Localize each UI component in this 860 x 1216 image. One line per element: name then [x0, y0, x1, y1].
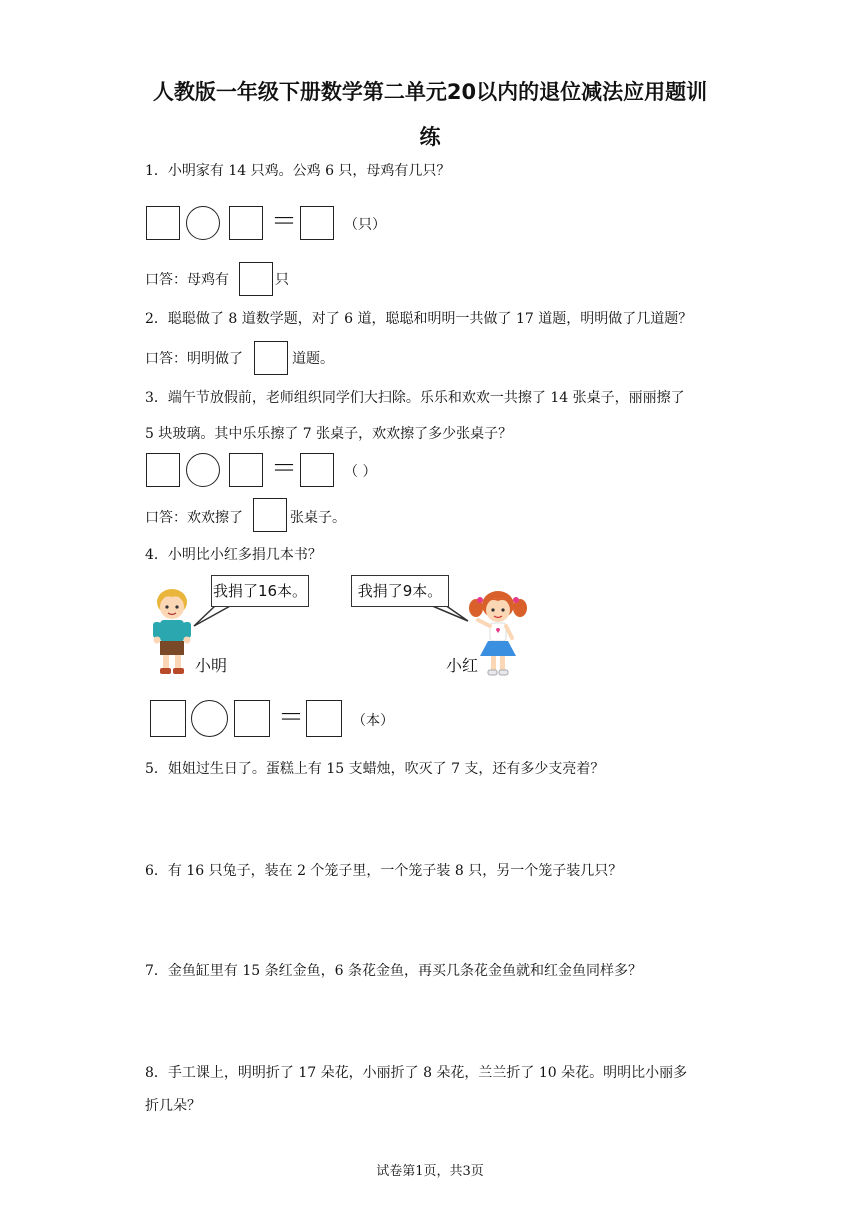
page-footer: 试卷第1页，共3页: [376, 1164, 484, 1179]
question-3-text-line2: 5 块玻璃。其中乐乐擦了 7 张桌子，欢欢擦了多少张桌子？: [145, 426, 513, 442]
operator-circle[interactable]: [186, 453, 220, 487]
page-title-line2: 练: [419, 125, 441, 149]
question-8-text-line1: 8．手工课上，明明折了 17 朵花，小丽折了 8 朵花，兰兰折了 10 朵花。明明比小丽多: [145, 1065, 688, 1081]
answer-box[interactable]: [239, 262, 273, 296]
equals-sign: ＝: [278, 703, 305, 733]
answer-prefix: 口答：明明做了: [145, 351, 243, 367]
question-8-text-line2: 折几朵？: [145, 1098, 201, 1114]
answer-box[interactable]: [150, 700, 186, 737]
boy-speech-bubble: 我捐了16本。: [211, 575, 309, 607]
question-3-text-line1: 3．端午节放假前，老师组织同学们大扫除。乐乐和欢欢一共擦了 14 张桌子，丽丽擦了: [145, 390, 685, 406]
question-1-text: 1．小明家有 14 只鸡。公鸡 6 只，母鸡有几只？: [145, 163, 451, 179]
girl-illustration: [466, 588, 530, 680]
unit-label: （ ）: [344, 464, 377, 480]
unit-label: （本）: [352, 713, 394, 729]
answer-box[interactable]: [146, 206, 180, 240]
operator-circle[interactable]: [191, 700, 228, 737]
girl-speech-bubble: 我捐了9本。: [351, 575, 449, 607]
answer-box[interactable]: [146, 453, 180, 487]
equals-sign: ＝: [271, 207, 298, 237]
answer-prefix: 口答：欢欢擦了: [145, 510, 243, 526]
question-5-text: 5．姐姐过生日了。蛋糕上有 15 支蜡烛，吹灭了 7 支，还有多少支亮着？: [145, 761, 605, 777]
page-title-line1: 人教版一年级下册数学第二单元20以内的退位减法应用题训: [152, 80, 708, 104]
answer-box[interactable]: [229, 206, 263, 240]
answer-box[interactable]: [229, 453, 263, 487]
answer-box[interactable]: [300, 206, 334, 240]
operator-circle[interactable]: [186, 206, 220, 240]
answer-box[interactable]: [254, 341, 288, 375]
answer-prefix: 口答：母鸡有: [145, 272, 229, 288]
answer-suffix: 道题。: [292, 351, 334, 367]
answer-box[interactable]: [306, 700, 342, 737]
question-7-text: 7．金鱼缸里有 15 条红金鱼，6 条花金鱼，再买几条花金鱼就和红金鱼同样多？: [145, 963, 642, 979]
boy-name-label: 小明: [195, 656, 228, 675]
question-4-text: 4．小明比小红多捐几本书？: [145, 547, 322, 563]
equals-sign: ＝: [271, 454, 298, 484]
girl-name-label: 小红: [446, 656, 479, 675]
answer-box[interactable]: [253, 498, 287, 532]
question-6-text: 6．有 16 只兔子，装在 2 个笼子里，一个笼子装 8 只，另一个笼子装几只？: [145, 863, 623, 879]
unit-label: （只）: [344, 217, 386, 233]
answer-box[interactable]: [234, 700, 270, 737]
question-2-text: 2．聪聪做了 8 道数学题，对了 6 道，聪聪和明明一共做了 17 道题，明明做了几道题？: [145, 311, 693, 327]
answer-suffix: 只: [275, 272, 289, 288]
answer-suffix: 张桌子。: [290, 510, 346, 526]
answer-box[interactable]: [300, 453, 334, 487]
